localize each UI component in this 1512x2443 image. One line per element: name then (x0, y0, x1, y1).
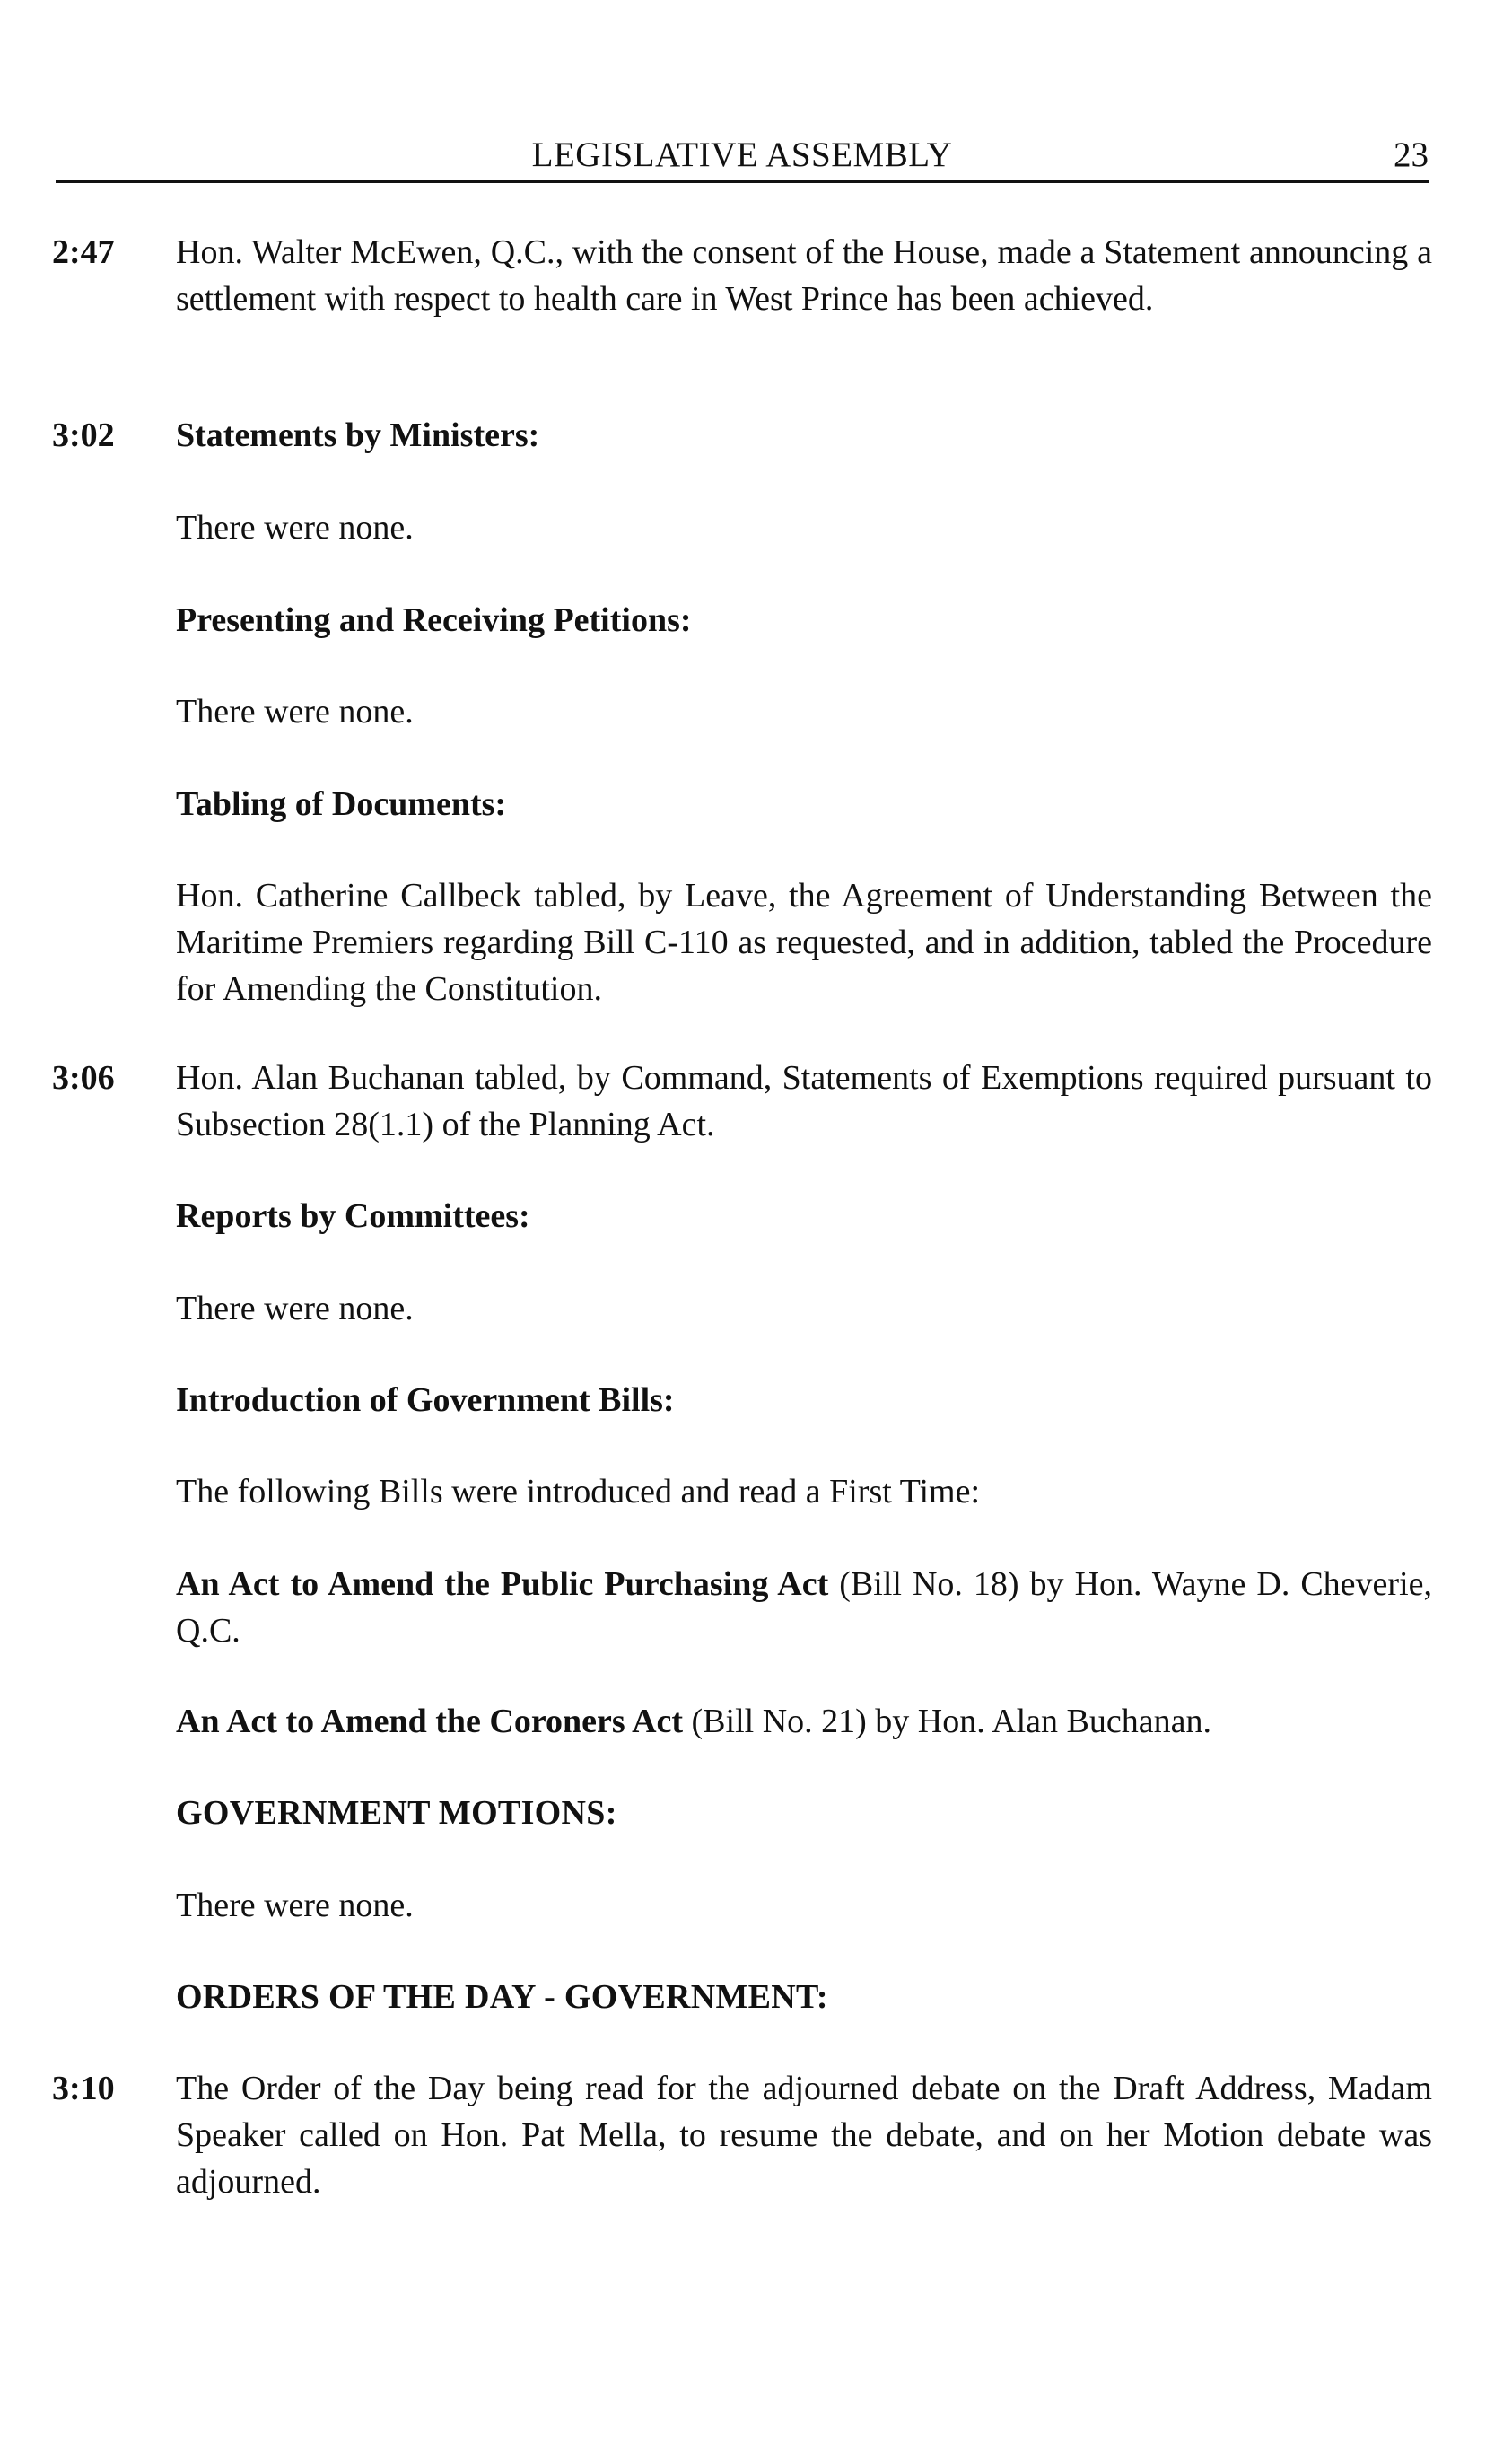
section-heading: Statements by Ministers: (176, 416, 540, 454)
entry-text: There were none. (176, 1887, 414, 1924)
bill-entry (176, 1698, 1432, 1745)
section-heading: Presenting and Receiving Petitions: (176, 601, 692, 639)
section-heading: ORDERS OF THE DAY - GOVERNMENT: (176, 1978, 828, 2016)
header-rule (56, 180, 1429, 183)
entry-time: 3:06 (52, 1059, 115, 1097)
entry-text: There were none. (176, 509, 414, 547)
entry-time: 3:10 (52, 2070, 115, 2107)
section-heading: GOVERNMENT MOTIONS: (176, 1794, 617, 1832)
act-title: An Act to Amend the Public Purchasing Act (176, 1565, 829, 1603)
entry-text: There were none. (176, 1290, 414, 1327)
entry-text: Hon. Alan Buchanan tabled, by Command, Statements of Exemptions required pursuant to Subsection 28(1.1) of the Planning Act. (176, 1059, 1432, 1143)
bill-entry (176, 1561, 1432, 1654)
entry-time: 2:47 (52, 233, 115, 271)
section-heading: Introduction of Government Bills: (176, 1381, 675, 1419)
entry-text: The Order of the Day being read for the adjourned debate on the Draft Address, Madam Speaker called on Hon. Pat Mella, to resume the debate, and on her Motion debate was adjourned. (176, 2070, 1432, 2201)
entry-time: 3:02 (52, 416, 115, 454)
entry-text: Hon. Catherine Callbeck tabled, by Leave, the Agreement of Understanding Between the Maritime Premiers regarding Bill C-110 as requested, and in addition, tabled the Procedure for Amending the Constitution. (176, 877, 1432, 1008)
page-header (56, 127, 1429, 181)
section-heading: Tabling of Documents: (176, 785, 507, 823)
page-number: 23 (1394, 136, 1429, 174)
header-title: LEGISLATIVE ASSEMBLY (531, 136, 953, 174)
act-title: An Act to Amend the Coroners Act (176, 1703, 684, 1740)
bill-details: (Bill No. 18) by Hon. Wayne D. Cheverie, Q.C. (176, 1565, 1432, 1650)
entry-text: The following Bills were introduced and read a First Time: (176, 1473, 981, 1510)
bill-details: (Bill No. 21) by Hon. Alan Buchanan. (683, 1703, 1211, 1740)
section-heading: Reports by Committees: (176, 1197, 530, 1235)
entry-text: There were none. (176, 693, 414, 731)
entry-text: Hon. Walter McEwen, Q.C., with the consent of the House, made a Statement announcing a settlement with respect to health care in West Prince has been achieved. (176, 233, 1432, 318)
